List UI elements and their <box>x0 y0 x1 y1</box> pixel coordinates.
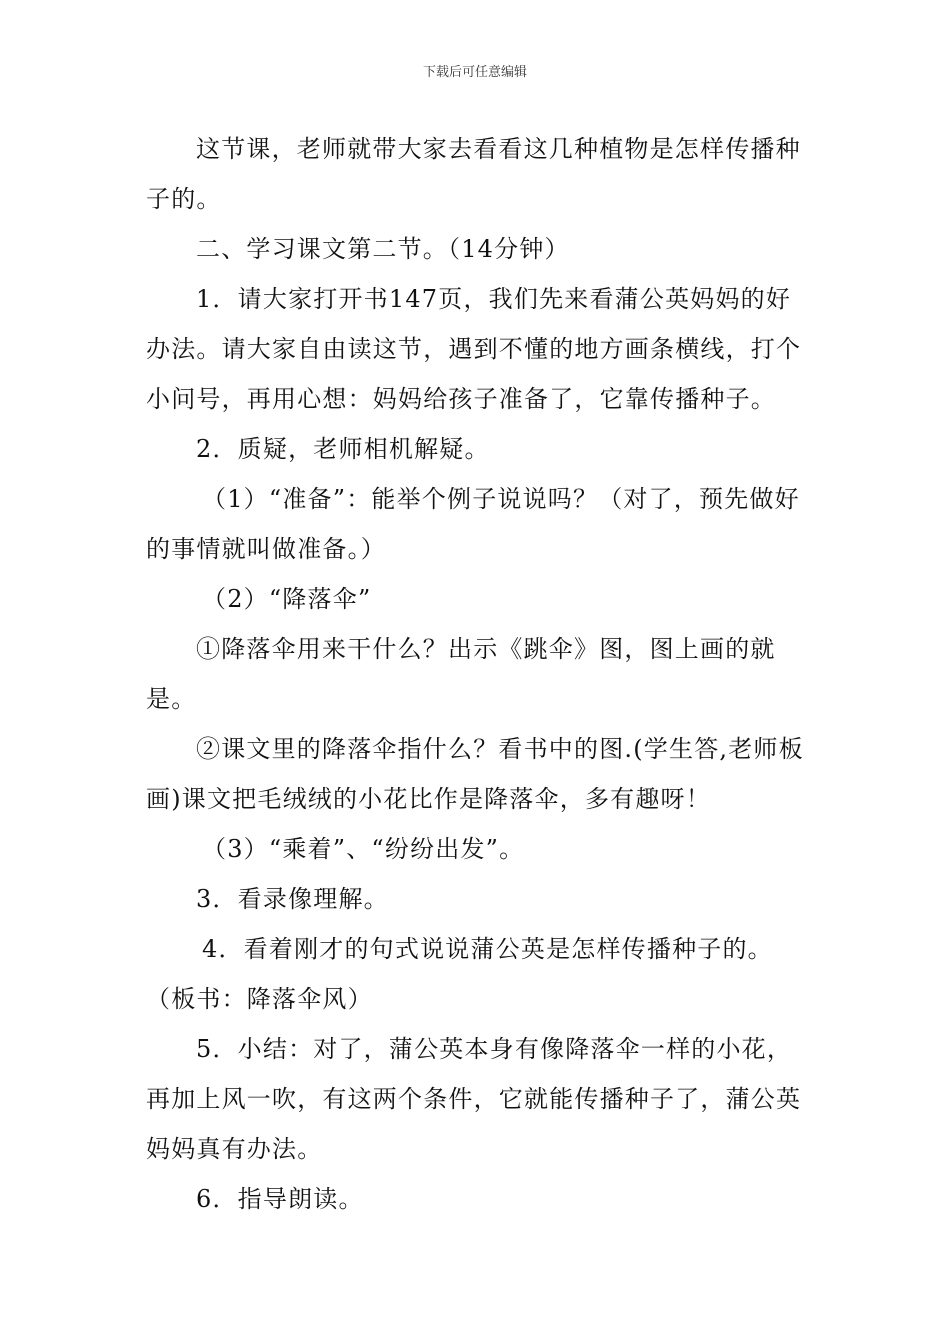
page-header: 下载后可任意编辑 <box>422 65 527 80</box>
paragraph-step-1: 1．请大家打开书147页，我们先来看蒲公英妈妈的好办法。请大家自由读这节，遇到不懂的地方画条横线，打个小问号，再用心想：妈妈给孩子准备了，它靠传播种子。 <box>146 285 802 413</box>
paragraph-point-1: ①降落伞用来干什么？出示《跳伞》图，图上画的就是。 <box>146 635 776 713</box>
paragraph-sub-1: （1）“准备”：能举个例子说说吗？（对了，预先做好的事情就叫做准备。） <box>146 485 800 563</box>
paragraph-intro: 这节课，老师就带大家去看看这几种植物是怎样传播种子的。 <box>146 135 801 213</box>
document-body <box>146 124 810 1224</box>
section-heading: 二、学习课文第二节。（14分钟） <box>196 235 570 263</box>
paragraph-step-4: 4．看着刚才的句式说说蒲公英是怎样传播种子的。（板书：降落伞风） <box>146 935 773 1013</box>
paragraph-step-5: 5．小结：对了，蒲公英本身有像降落伞一样的小花，再加上风一吹，有这两个条件，它就能传播种子了，蒲公英妈妈真有办法。 <box>146 1035 802 1163</box>
paragraph-step-3: 3．看录像理解。 <box>196 885 389 913</box>
paragraph-step-6: 6．指导朗读。 <box>196 1185 364 1213</box>
paragraph-sub-2: （2）“降落伞” <box>202 585 372 613</box>
paragraph-step-2: 2．质疑，老师相机解疑。 <box>196 435 490 463</box>
paragraph-point-2: ②课文里的降落伞指什么？看书中的图.(学生答,老师板画)课文把毛绒绒的小花比作是降落伞，多有趣呀！ <box>146 735 804 813</box>
paragraph-sub-3: （3）“乘着”、“纷纷出发”。 <box>202 835 525 863</box>
